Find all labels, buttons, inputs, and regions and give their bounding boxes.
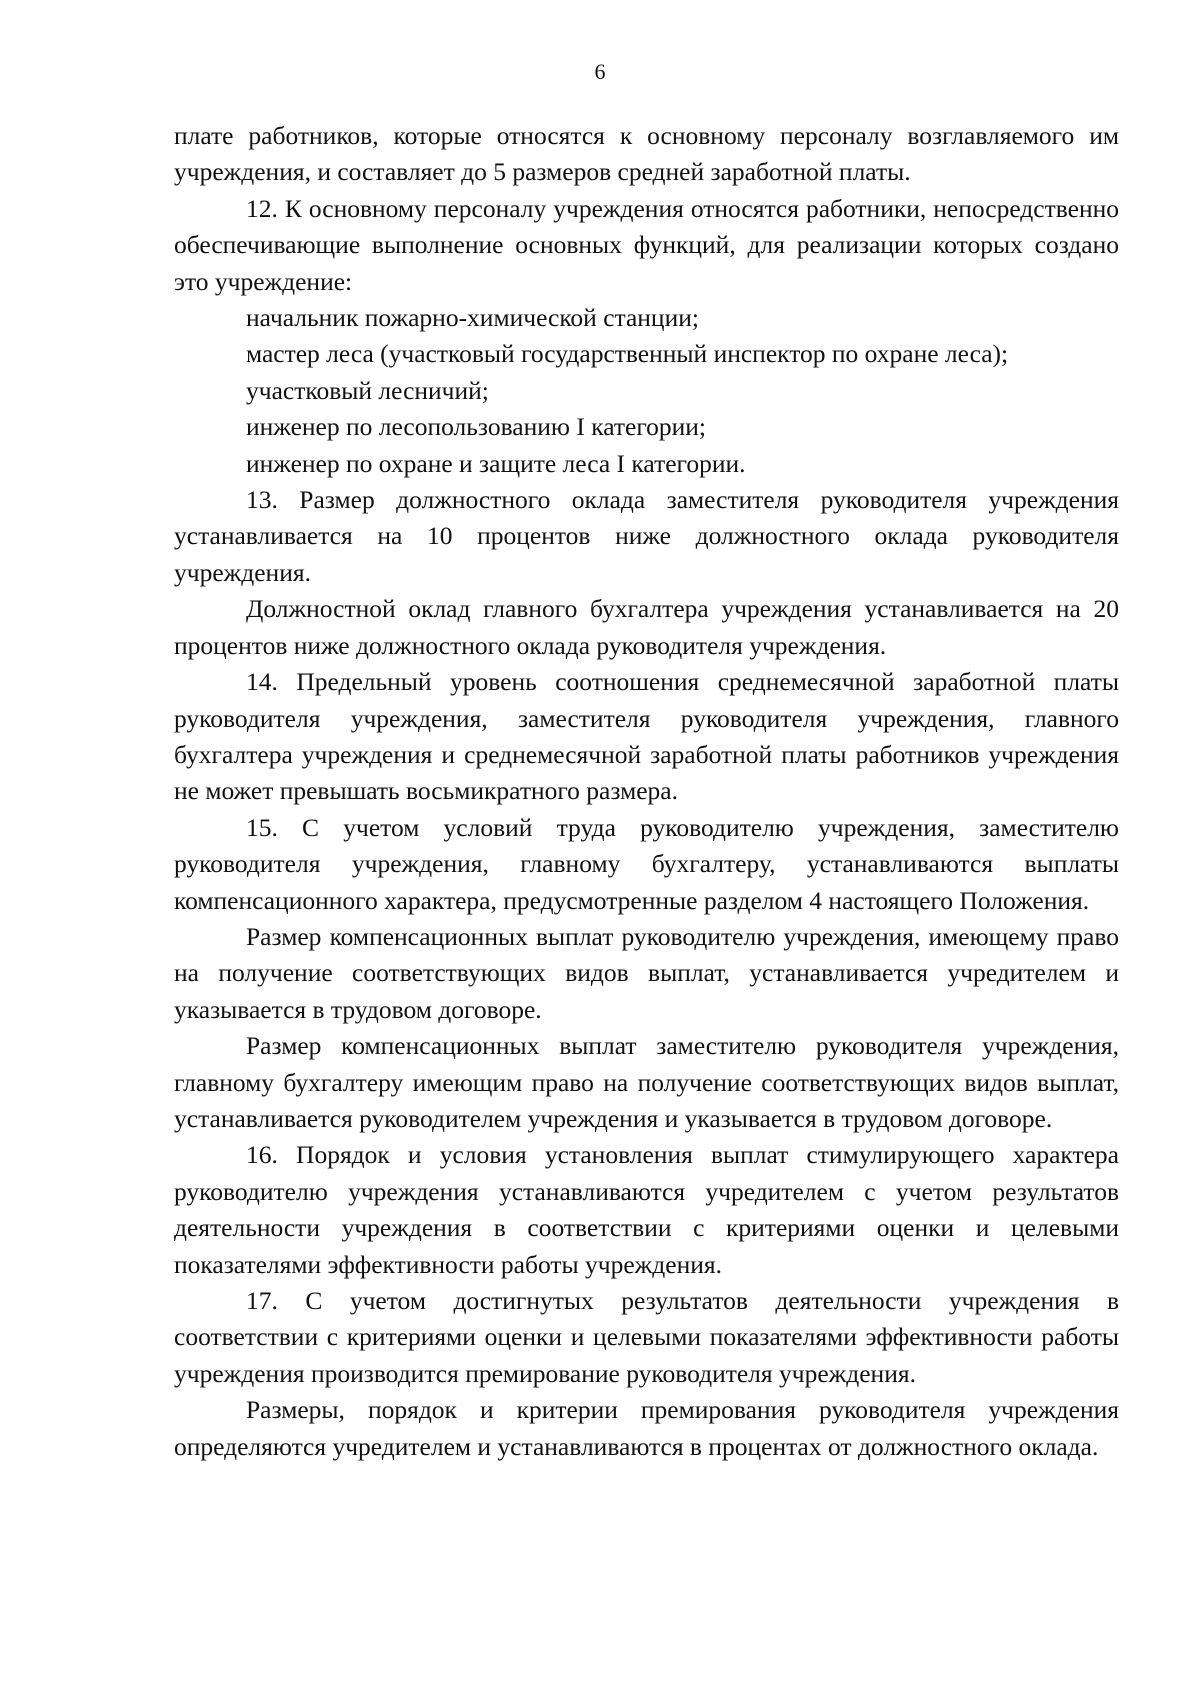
paragraph: Размеры, порядок и критерии премирования руководителя учреждения определяются учредителем и устанавливаются в процентах от должностного оклада. [174, 1395, 1119, 1461]
paragraph-continuation: плате работников, которые относятся к основному персоналу возглавляемого им учреждения, и составляет до 5 размеров средней заработной платы. [174, 121, 1119, 187]
paragraph: Размер компенсационных выплат руководителю учреждения, имеющему право на получение соответствующих видов выплат, устанавливается учредителем и указывается в трудовом договоре. [174, 921, 1119, 1024]
paragraph-item-15: 15. С учетом условий труда руководителю учреждения, заместителю руководителя учреждения, главному бухгалтеру, устанавливаются выплаты компенсационного характера, предусмотренные разделом 4 настоящего Положения. [174, 812, 1119, 915]
list-item: инженер по лесопользованию I категории; [246, 412, 707, 442]
paragraph-item-12: 12. К основному персоналу учреждения относятся работники, непосредственно обеспечивающие выполнение основных функций, для реализации которых создано это учреждение: [174, 193, 1119, 296]
list-item: инженер по охране и защите леса I категории. [246, 448, 746, 478]
document-body [174, 118, 1119, 1465]
paragraph: Размер компенсационных выплат заместителю руководителя учреждения, главному бухгалтеру имеющим право на получение соответствующих видов выплат, устанавливается руководителем учреждения и указывается в трудовом договоре. [174, 1031, 1119, 1133]
paragraph-item-13: 13. Размер должностного оклада заместителя руководителя учреждения устанавливается на 10 процентов ниже должностного оклада руководителя учреждения. [174, 485, 1119, 587]
paragraph: Должностной оклад главного бухгалтера учреждения устанавливается на 20 процентов ниже должностного оклада руководителя учреждения. [174, 594, 1119, 660]
list-item: мастер леса (участковый государственный инспектор по охране леса); [246, 339, 1009, 369]
page-number: 6 [594, 59, 606, 84]
paragraph-item-16: 16. Порядок и условия установления выплат стимулирующего характера руководителю учреждения устанавливаются учредителем с учетом результатов деятельности учреждения в соответствии с критериями оценки и целевыми показателями эффективности работы учреждения. [174, 1140, 1119, 1279]
list-item: начальник пожарно-химической станции; [246, 303, 699, 333]
list-item: участковый лесничий; [246, 375, 489, 405]
paragraph-item-17: 17. С учетом достигнутых результатов деятельности учреждения в соответствии с критериями оценки и целевыми показателями эффективности работы учреждения производится премирование руководителя учреждения. [174, 1286, 1119, 1388]
paragraph-item-14: 14. Предельный уровень соотношения среднемесячной заработной платы руководителя учреждения, заместителя руководителя учреждения, главного бухгалтера учреждения и среднемесячной заработной платы работников учреждения не может превышать восьмикратного размера. [174, 667, 1119, 806]
